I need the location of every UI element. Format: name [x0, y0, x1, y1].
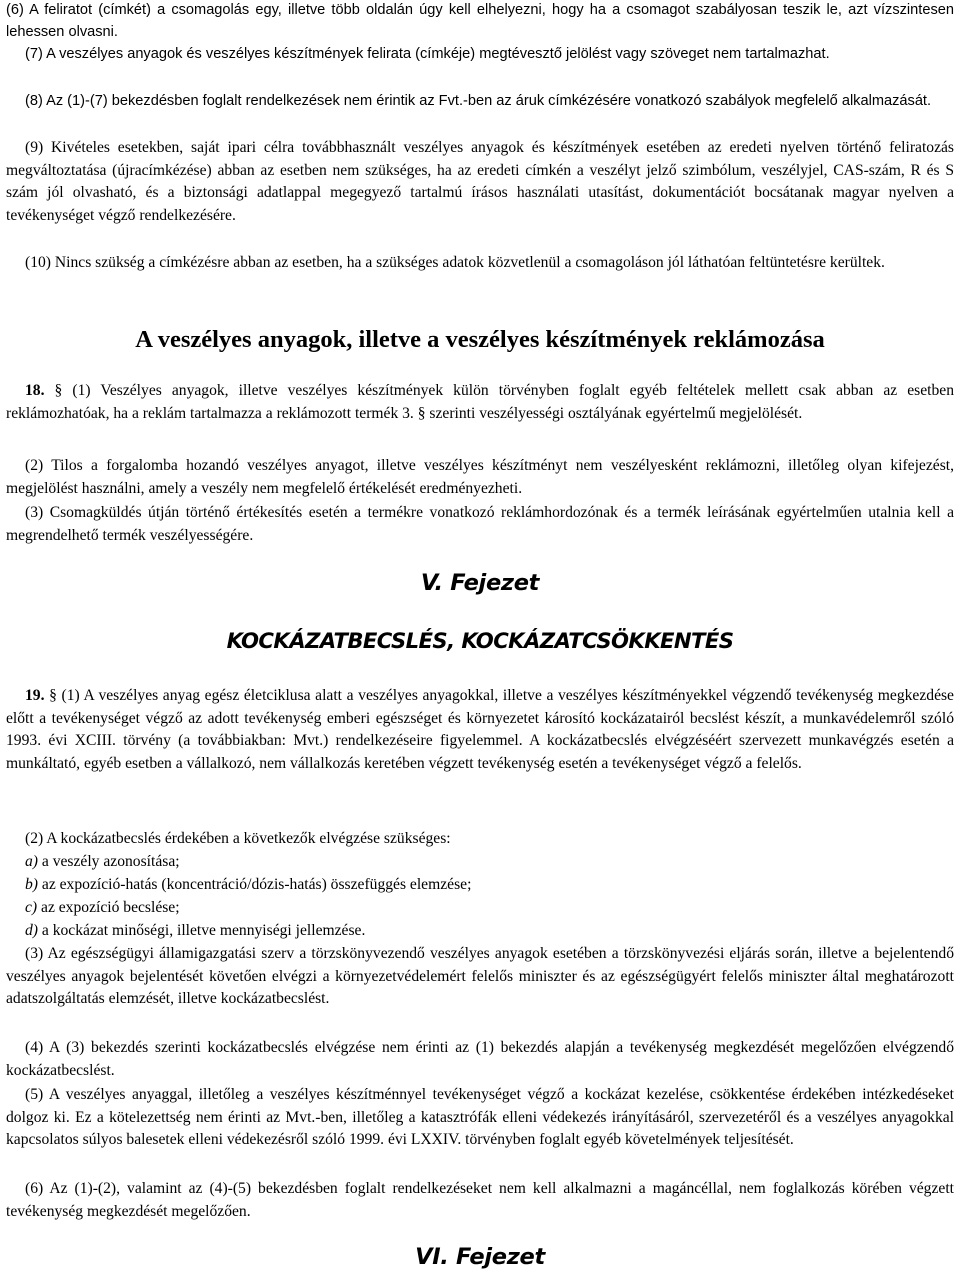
- list-item-c: [6, 897, 954, 920]
- section-19-paragraph-5: (5) A veszélyes anyaggal, illetőleg a veszélyes készítménnyel tevékenységet végző a kockázat kezelése, csökkentése érdekében intézkedéseket dolgoz ki. Ez a kötelezettség nem érinti az Mvt.-ben, illetőleg a katasztrófák elleni védekezés irányításáról, szervezetéről és a veszélyes anyagokkal kapcsolatos súlyos balesetek elleni védekezésről szóló 1999. évi LXXIV. törvényben foglalt egyéb követelmények teljesítését.: [6, 1086, 954, 1148]
- list-letter-d: d): [25, 922, 38, 939]
- section-19-p1-text: § (1) A veszélyes anyag egész életciklusa alatt a veszélyes anyagokkal, illetve a veszélyes készítményekkel végzendő tevékenység megkezdése előtt a tevékenységet végző az adott tevékenység emberi egészséget és környezetet károsító kockázatairól becslést készít, a munkavédelemről szóló 1993. évi XCIII. törvény (a továbbiakban: Mvt.) rendelkezéseire figyelemmel. A kockázatbecslés elvégzéséért szervezett munkavégzés esetén a munkáltató, egyéb esetben a vállalkozó, nem vállalkozás keretében végzett tevékenység esetén a tevékenységet végző a felelős.: [6, 687, 954, 772]
- section-18-paragraph-3: (3) Csomagküldés útján történő értékesítés esetén a termékre vonatkozó reklámhordozónak és a termék leírásának egyértelműen utalnia kell a megrendelhető termék veszélyességére.: [6, 504, 954, 544]
- list-letter-a: a): [25, 853, 38, 870]
- list-letter-b: b): [25, 876, 38, 893]
- list-text-a: a veszély azonosítása;: [38, 853, 180, 870]
- paragraph-8: (8) Az (1)-(7) bekezdésben foglalt rendelkezések nem érintik az Fvt.-ben az áruk címkézésére vonatkozó szabályok megfelelő alkalmazását.: [25, 93, 932, 109]
- list-text-b: az expozíció-hatás (koncentráció/dózis-hatás) összefüggés elemzése;: [38, 876, 472, 893]
- section-19-paragraph-4: (4) A (3) bekezdés szerinti kockázatbecslés elvégzése nem érinti az (1) bekezdés alapján a tevékenység megkezdését megelőzően elvégzendő kockázatbecslést.: [6, 1039, 954, 1079]
- section-18-number: 18.: [25, 382, 45, 399]
- chapter-5-title: V. Fejezet: [420, 570, 540, 596]
- list-text-c: az expozíció becslése;: [37, 899, 180, 916]
- paragraph-7: (7) A veszélyes anyagok és veszélyes készítmények felirata (címkéje) megtévesztő jelölést vagy szöveget nem tartalmazhat.: [25, 46, 830, 62]
- section-18-paragraph-2: (2) Tilos a forgalomba hozandó veszélyes anyagot, illetve veszélyes készítményt nem veszélyesként reklámozni, illetőleg olyan kifejezést, megjelölést használni, amely a veszély nem megfelelő értékelését eredményezheti.: [6, 457, 954, 497]
- list-text-d: a kockázat minőségi, illetve mennyiségi jellemzése.: [38, 922, 366, 939]
- paragraph-9: (9) Kivételes esetekben, saját ipari célra továbbhasznált veszélyes anyagok és készítmények esetében az eredeti nyelven történő feliratozás megváltoztatása (újracímkézése) abban az esetben nem szükséges, ha az eredeti címkén a veszélyt jelző szimbólum, veszélyjel, CAS-szám, R és S szám jól olvasható, és a biztonsági adatlappal megegyező tartalmú írásos használati utasítást, dokumentációt bocsátanak magyar nyelven a tevékenységet végző rendelkezésére.: [6, 139, 954, 224]
- section-18-p1-text: § (1) Veszélyes anyagok, illetve veszélyes készítmények külön törvényben foglalt egyéb feltételek mellett csak abban az esetben reklámozhatóak, ha a reklám tartalmazza a reklámozott termék 3. § szerinti veszélyességi osztályának egyértelmű megjelölését.: [6, 382, 954, 422]
- chapter-6-title: VI. Fejezet: [415, 1244, 545, 1270]
- section-heading: A veszélyes anyagok, illetve a veszélyes készítmények reklámozása: [135, 326, 825, 353]
- section-19-number: 19.: [25, 687, 45, 704]
- section-18-paragraph-1: [6, 380, 954, 425]
- section-19-paragraph-2: (2) A kockázatbecslés érdekében a következők elvégzése szükséges:: [25, 830, 451, 847]
- section-19-paragraph-6: (6) Az (1)-(2), valamint az (4)-(5) bekezdésben foglalt rendelkezéseket nem kell alkalmazni a magáncéllal, nem foglalkozás körében végzett tevékenység megkezdését megelőzően.: [6, 1180, 954, 1220]
- list-item-d: [6, 920, 954, 943]
- section-19-paragraph-3: (3) Az egészségügyi államigazgatási szerv a törzskönyvezendő veszélyes anyagok esetében a törzskönyvezési eljárás során, illetve a bejelentendő veszélyes anyagok bejelentését követően elvégzi a környezetvédelemért felelős miniszter és az egészségügyért felelős miniszter által meghatározott adatszolgáltatás elemzését, illetve kockázatbecslést.: [6, 945, 954, 1007]
- list-item-a: [6, 851, 954, 874]
- list-letter-c: c): [25, 899, 38, 916]
- section-19-paragraph-1: [6, 685, 954, 775]
- list-item-b: [6, 874, 954, 897]
- paragraph-6: (6) A feliratot (címkét) a csomagolás egy, illetve több oldalán úgy kell elhelyezni, hogy ha a csomagot szabályosan teszik le, azt vízszintesen lehessen olvasni.: [6, 2, 954, 40]
- chapter-5-subtitle: KOCKÁZATBECSLÉS, KOCKÁZATCSÖKKENTÉS: [226, 628, 734, 653]
- paragraph-10: (10) Nincs szükség a címkézésre abban az esetben, ha a szükséges adatok közvetlenül a csomagoláson jól láthatóan feltüntetésre kerültek.: [25, 254, 885, 271]
